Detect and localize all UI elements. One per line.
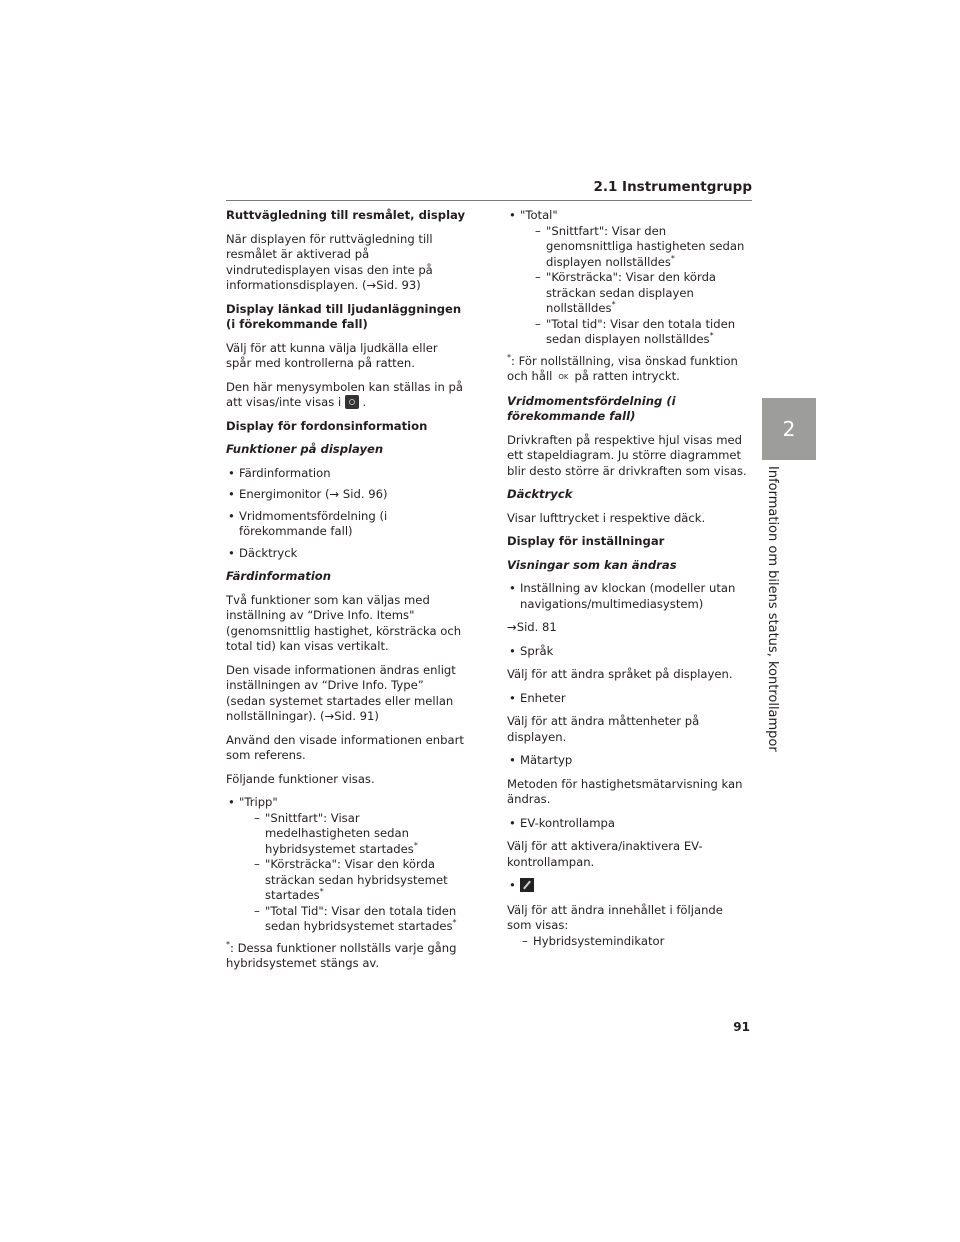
list-item: • Språk: [507, 644, 747, 660]
heading-changeable: Visningar som kan ändras: [507, 557, 677, 572]
edit-sublist: [507, 934, 747, 950]
page-number: 91: [733, 1020, 750, 1034]
list-item: [507, 878, 747, 895]
menu-symbol-text: Den här menysymbolen kan ställas in på att visas/inte visas i .: [226, 379, 463, 409]
asterisk: *: [413, 840, 418, 850]
meter-text: Metoden för hastighetsmätarvisning kan ändras.: [507, 776, 743, 806]
asterisk: *: [611, 300, 616, 310]
list-item: – Hybridsystemindikator: [507, 934, 747, 950]
heading-drive-info: Färdinformation: [226, 569, 332, 583]
heading-vehicle-info: Display för fordonsinformation: [226, 418, 428, 433]
asterisk: *: [709, 331, 714, 341]
list-item: – "Körsträcka": Visar den körda sträckan sedan displayen nollställdes*: [520, 270, 747, 317]
lang-text: Välj för att ändra språket på displayen.: [507, 667, 733, 681]
total-sublist: [520, 224, 747, 348]
functions-list: [226, 466, 466, 562]
list-item: – "Körsträcka": Visar den körda sträckan sedan hybridsystemet startades*: [239, 857, 466, 904]
heading-audio-display: Display länkad till ljudanläggningen (i förekommande fall): [226, 301, 462, 331]
list-item: [226, 795, 466, 935]
drive-info-text-3: Använd den visade informationen enbart som referens.: [226, 732, 464, 762]
right-column: [507, 208, 747, 949]
asterisk: *: [226, 939, 230, 949]
settings-list-6: [507, 878, 747, 895]
edit-text: Välj för att ändra innehållet i följande som visas:: [507, 902, 723, 932]
settings-list-3: [507, 691, 747, 707]
list-item: • Inställning av klockan (modeller utan navigations/multimediasystem): [507, 581, 747, 612]
route-guidance-text: När displayen för ruttvägledning till resmålet är aktiverad på vindrutedisplayen visas den inte på informationsdisplayen. (→Sid. 93): [226, 231, 433, 292]
heading-display-functions: Funktioner på displayen: [226, 442, 384, 456]
settings-list-5: [507, 816, 747, 832]
footnote-left: *: Dessa funktioner nollställs varje gång hybridsystemet stängs av.: [226, 939, 457, 970]
asterisk: *: [452, 918, 457, 928]
list-item: • Energimonitor (→ Sid. 96): [226, 487, 466, 503]
footnote-right: *: För nollställning, visa önskad funktion och håll OK på ratten intryckt.: [507, 354, 747, 386]
settings-list-2: [507, 644, 747, 660]
drive-info-text-1: Två funktioner som kan väljas med inställning av “Drive Info. Items" (genomsnittlig hastighet, körsträcka och total tid) kan visas vertikalt.: [226, 592, 462, 653]
drive-info-text-4: Följande funktioner visas.: [226, 771, 375, 786]
ok-button-icon: OK: [558, 373, 569, 381]
total-list: [507, 208, 747, 348]
heading-torque: Vridmomentsfördelning (i förekommande fall): [507, 393, 676, 423]
units-text: Välj för att ändra måttenheter på displayen.: [507, 714, 700, 744]
trip-label: "Tripp": [239, 795, 278, 809]
audio-display-text: Välj för att kunna välja ljudkälla eller spår med kontrollerna på ratten.: [226, 340, 438, 370]
list-item: – "Total Tid": Visar den totala tiden sedan hybridsystemet startades*: [239, 904, 466, 935]
list-item: • Färdinformation: [226, 466, 466, 482]
trip-list: [226, 795, 466, 935]
list-item: • Däcktryck: [226, 546, 466, 562]
chapter-number: 2: [782, 417, 796, 441]
list-item: • Mätartyp: [507, 753, 747, 769]
settings-list-4: [507, 753, 747, 769]
section-header: 2.1 Instrumentgrupp: [226, 178, 752, 201]
asterisk: *: [319, 887, 324, 897]
tire-pressure-text: Visar lufttrycket i respektive däck.: [507, 510, 706, 525]
left-column: [226, 208, 466, 980]
list-item: • Vridmomentsfördelning (i förekommande fall): [226, 509, 466, 540]
heading-route-guidance: Ruttvägledning till resmålet, display: [226, 208, 466, 222]
settings-list-1: [507, 581, 747, 612]
ev-text: Välj för att aktivera/inaktivera EV-kontrollampan.: [507, 839, 703, 869]
chapter-title: Information om bilens status, kontrollampor: [765, 466, 780, 752]
settings-icon: [345, 395, 359, 409]
list-item: • Enheter: [507, 691, 747, 707]
list-item: – "Snittfart": Visar den genomsnittliga hastigheten sedan displayen nollställdes*: [520, 224, 747, 271]
chapter-tab: [762, 398, 816, 460]
list-item: – "Snittfart": Visar medelhastigheten sedan hybridsystemet startades*: [239, 811, 466, 858]
heading-tire-pressure: Däcktryck: [507, 487, 573, 501]
edit-icon: [520, 878, 534, 892]
heading-settings-display: Display för inställningar: [507, 534, 665, 548]
asterisk: *: [670, 253, 675, 263]
asterisk: *: [507, 352, 511, 362]
list-item: [507, 208, 747, 348]
list-item: – "Total tid": Visar den totala tiden sedan displayen nollställdes*: [520, 317, 747, 348]
drive-info-text-2: Den visade informationen ändras enligt inställningen av “Drive Info. Type” (sedan systemet startades eller mellan nollställningar). (→Sid. 91): [226, 662, 456, 723]
torque-text: Drivkraften på respektive hjul visas med ett stapeldiagram. Ju större diagrammet blir desto större är drivkraften som visas.: [507, 432, 747, 478]
trip-sublist: [239, 811, 466, 935]
list-item: • EV-kontrollampa: [507, 816, 747, 832]
total-label: "Total": [520, 208, 558, 222]
clock-reference: →Sid. 81: [507, 620, 557, 634]
